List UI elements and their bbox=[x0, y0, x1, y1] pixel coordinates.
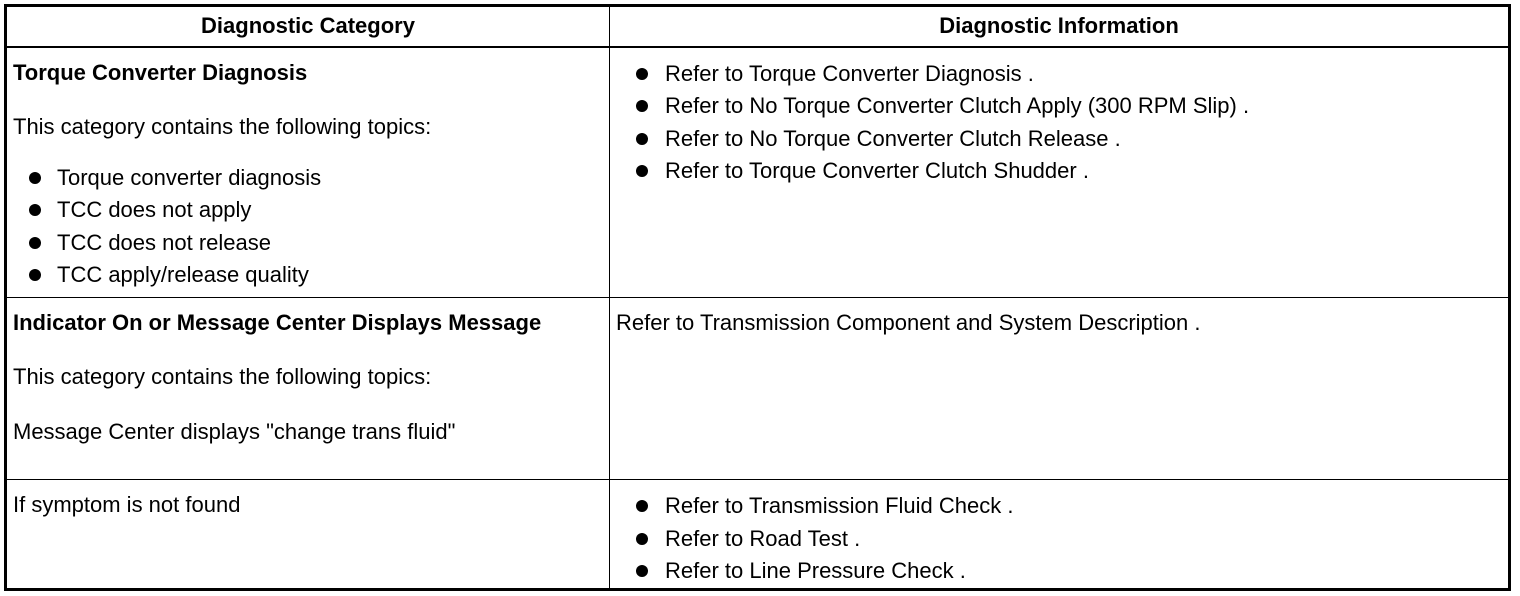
category-intro: This category contains the following topics: bbox=[13, 364, 432, 390]
header-diagnostic-information: Diagnostic Information bbox=[610, 6, 1510, 47]
header-diagnostic-category: Diagnostic Category bbox=[6, 6, 610, 47]
category-title: Torque Converter Diagnosis bbox=[13, 59, 308, 85]
info-link-item[interactable]: Refer to No Torque Converter Clutch Apply (300 RPM Slip) . bbox=[630, 90, 1502, 123]
table-row bbox=[6, 47, 1510, 298]
table-row bbox=[6, 480, 1510, 590]
info-cell bbox=[610, 298, 1510, 480]
diagnostic-table bbox=[4, 4, 1511, 591]
category-intro: This category contains the following topics: bbox=[13, 113, 432, 139]
category-cell bbox=[6, 47, 610, 298]
info-link-text[interactable]: Refer to Transmission Component and System Description . bbox=[616, 310, 1201, 336]
category-text: If symptom is not found bbox=[13, 492, 241, 517]
info-list bbox=[630, 490, 1502, 588]
topic-item: Torque converter diagnosis bbox=[13, 162, 603, 195]
info-link-item[interactable]: Refer to Torque Converter Clutch Shudder . bbox=[630, 155, 1502, 188]
topic-item: TCC does not release bbox=[13, 227, 603, 260]
topic-item: TCC does not apply bbox=[13, 194, 603, 227]
topic-list bbox=[13, 162, 603, 292]
info-link-item[interactable]: Refer to No Torque Converter Clutch Release . bbox=[630, 123, 1502, 156]
info-cell bbox=[610, 47, 1510, 298]
info-cell bbox=[610, 480, 1510, 590]
topic-item: TCC apply/release quality bbox=[13, 259, 603, 292]
table-row bbox=[6, 298, 1510, 480]
table-header-row bbox=[6, 6, 1510, 47]
info-list bbox=[630, 58, 1502, 188]
category-cell bbox=[6, 480, 610, 590]
category-cell bbox=[6, 298, 610, 480]
info-link-item[interactable]: Refer to Line Pressure Check . bbox=[630, 555, 1502, 588]
category-title: Indicator On or Message Center Displays Message bbox=[13, 310, 542, 336]
info-link-item[interactable]: Refer to Transmission Fluid Check . bbox=[630, 490, 1502, 523]
info-link-item[interactable]: Refer to Road Test . bbox=[630, 523, 1502, 556]
info-link-item[interactable]: Refer to Torque Converter Diagnosis . bbox=[630, 58, 1502, 91]
category-note: Message Center displays "change trans fluid" bbox=[13, 419, 456, 445]
